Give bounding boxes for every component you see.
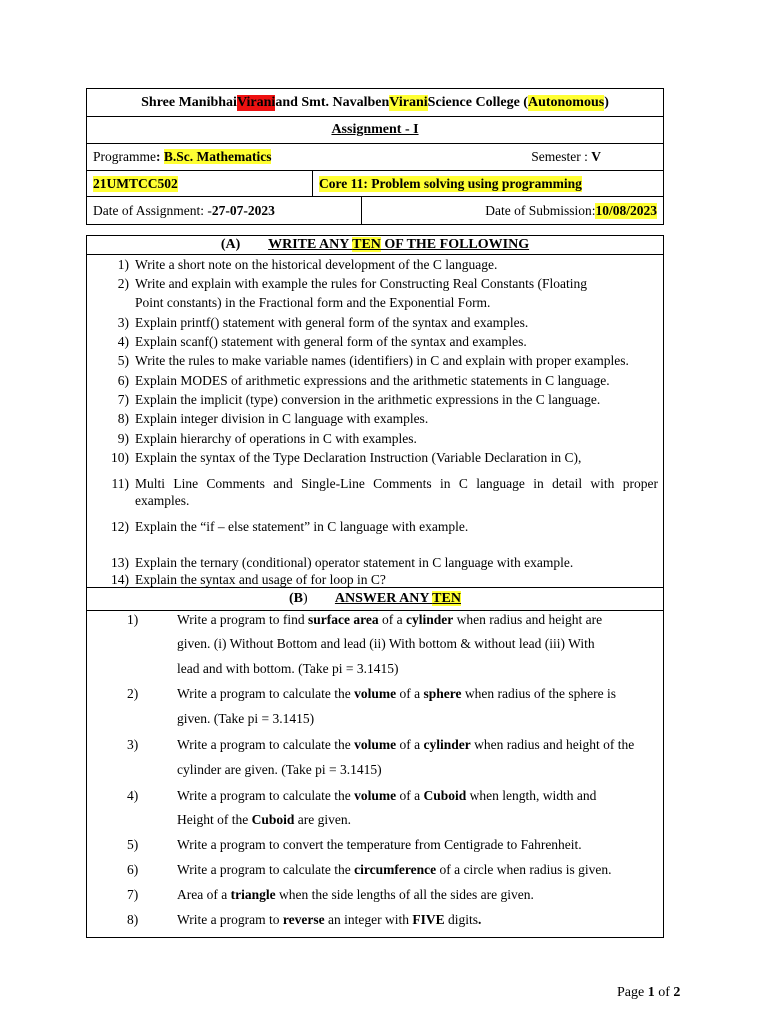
b-q2-text: Write a program to calculate the <box>177 686 355 701</box>
section-b-prefix-close: ) <box>303 591 308 606</box>
a-question-text: Multi Line Comments and Single-Line Comments in C language in detail with proper <box>135 476 658 491</box>
a-question-number: 9) <box>117 431 129 446</box>
a-question-number: 13) <box>111 555 129 570</box>
college-text-3: Science College ( <box>427 94 528 110</box>
a-question-number: 7) <box>117 392 129 407</box>
b-q1-text: Write a program to find <box>177 612 309 627</box>
college-autonomous: Autonomous <box>527 94 605 110</box>
a-question-text: Explain MODES of arithmetic expressions and the arithmetic statements in C language. <box>135 373 610 388</box>
page-number <box>617 985 680 1001</box>
b-q8-line1 <box>177 912 481 928</box>
b-q8-period: . <box>478 912 482 927</box>
section-b-heading-ten: TEN <box>432 591 461 606</box>
date-submission-label: Date of Submission: <box>485 202 596 218</box>
a-question-text: Write the rules to make variable names (identifiers) in C and explain with proper examples. <box>135 353 629 368</box>
b-q4-text: when length, width and <box>466 788 597 803</box>
b-q1-num: 1) <box>127 612 139 627</box>
a-question-number: 10) <box>111 450 129 465</box>
section-a-heading-2: OF THE FOLLOWING <box>380 237 530 252</box>
programme <box>93 149 271 165</box>
b-q2-line2: given. (Take pi = 3.1415) <box>177 711 315 726</box>
semester-value: V <box>591 149 601 164</box>
b-q7-num: 7) <box>127 887 139 902</box>
course-code: 21UMTCC502 <box>93 175 178 191</box>
b-q1-line2: given. (i) Without Bottom and lead (ii) With bottom & without lead (iii) With <box>177 636 595 651</box>
a-question-number: 6) <box>117 373 129 388</box>
a-question-number: 12) <box>111 519 129 534</box>
programme-label: Programme <box>93 149 156 164</box>
programme-value: B.Sc. Mathematics <box>163 149 272 164</box>
assignment-row <box>87 117 663 144</box>
semester-label: Semester : <box>531 149 592 164</box>
b-q2-bold-volume: volume <box>354 686 397 701</box>
a-question-text: Explain integer division in C language with examples. <box>135 411 429 426</box>
page-current: 1 <box>647 985 655 1000</box>
a-question-number: 4) <box>117 334 129 349</box>
b-q2-line1 <box>177 686 616 702</box>
b-q6-text: of a circle when radius is given. <box>436 862 612 877</box>
a-question-number: 3) <box>117 315 129 330</box>
a-question-number: 14) <box>111 572 129 587</box>
b-q7-text: Area of a <box>177 887 231 902</box>
b-q5-num: 5) <box>127 837 139 852</box>
b-q5-line1: Write a program to convert the temperature from Centigrade to Fahrenheit. <box>177 837 582 852</box>
b-q4-text: Height of the <box>177 812 252 827</box>
b-q1-bold-surface: surface area <box>308 612 379 627</box>
date-assignment-value: 27-07-2023 <box>211 202 275 218</box>
course-name-cell <box>313 171 663 196</box>
b-q2-text: of a <box>396 686 424 701</box>
a-question-number: 5) <box>117 353 129 368</box>
a-question-text: Explain the “if – else statement” in C language with example. <box>135 519 469 534</box>
b-q4-text: are given. <box>294 812 351 827</box>
a-question-text: Explain the syntax of the Type Declaration Instruction (Variable Declaration in C), <box>135 450 582 465</box>
b-q4-line2 <box>177 812 351 828</box>
b-q6-text: Write a program to calculate the <box>177 862 355 877</box>
section-a-heading-ten: TEN <box>352 237 381 252</box>
b-q1-line1 <box>177 612 602 628</box>
b-q4-line1 <box>177 788 596 804</box>
b-q1-line3: lead and with bottom. (Take pi = 3.1415) <box>177 661 399 676</box>
b-q8-num: 8) <box>127 912 139 927</box>
a-question-text: examples. <box>135 493 190 508</box>
college-row <box>87 89 663 117</box>
b-q8-bold-reverse: reverse <box>282 912 325 927</box>
a-question-text: Point constants) in the Fractional form and the Exponential Form. <box>135 295 491 310</box>
a-question-text: Write a short note on the historical development of the C language. <box>135 257 498 272</box>
a-question-text: Explain the implicit (type) conversion in the arithmetic expressions in the C language. <box>135 392 601 407</box>
page-of: of <box>654 985 674 1000</box>
date-assignment-label: Date of Assignment: - <box>93 202 212 218</box>
section-a-heading-1: WRITE ANY <box>268 237 353 252</box>
b-q3-text: when radius and height of the <box>470 737 635 752</box>
section-b-heading <box>335 591 461 606</box>
b-q3-bold-cylinder: cylinder <box>423 737 471 752</box>
a-question-text: Explain hierarchy of operations in C with examples. <box>135 431 417 446</box>
programme-row <box>87 144 663 171</box>
a-question-text: Explain the syntax and usage of for loop in C? <box>135 572 386 587</box>
b-q3-num: 3) <box>127 737 139 752</box>
a-question-text: Explain printf() statement with general form of the syntax and examples. <box>135 315 529 330</box>
section-b-title <box>87 588 663 611</box>
programme-cell <box>87 144 663 170</box>
b-q7-line1 <box>177 887 534 903</box>
b-q3-text: of a <box>396 737 424 752</box>
b-q2-bold-sphere: sphere <box>423 686 462 701</box>
b-q3-line2: cylinder are given. (Take pi = 3.1415) <box>177 762 382 777</box>
b-q7-text: when the side lengths of all the sides are given. <box>275 887 534 902</box>
college-virani-1: Virani <box>236 94 276 110</box>
b-q8-bold-five: FIVE <box>412 912 445 927</box>
b-q1-text: when radius and height are <box>453 612 603 627</box>
college-text-1: Shree Manibhai <box>141 94 237 110</box>
college-text-2: and Smt. Navalben <box>275 94 390 110</box>
a-question-text: Explain the ternary (conditional) operator statement in C language with example. <box>135 555 574 570</box>
a-question-text: Explain scanf() statement with general form of the syntax and examples. <box>135 334 527 349</box>
section-a-prefix: (A) <box>220 237 241 252</box>
assignment-title: Assignment - I <box>331 122 419 137</box>
semester <box>531 149 601 165</box>
b-q2-num: 2) <box>127 686 139 701</box>
b-q6-line1 <box>177 862 612 878</box>
page-total: 2 <box>673 985 681 1000</box>
course-code-cell <box>87 171 313 196</box>
b-q1-bold-cylinder: cylinder <box>406 612 454 627</box>
a-question-number: 2) <box>117 276 129 291</box>
b-q8-text: an integer with <box>324 912 413 927</box>
b-q6-bold-circumference: circumference <box>354 862 437 877</box>
section-b-prefix: (B <box>289 591 304 606</box>
programme-colon: : <box>156 149 164 164</box>
b-q8-text: Write a program to <box>177 912 283 927</box>
assignment-title-cell <box>87 117 663 143</box>
b-q4-text: Write a program to calculate the <box>177 788 355 803</box>
page-label: Page <box>617 985 648 1000</box>
b-q4-num: 4) <box>127 788 139 803</box>
date-assignment-cell <box>87 197 362 224</box>
college-text-4: ) <box>604 94 609 110</box>
section-b-heading-1: ANSWER ANY <box>334 591 433 606</box>
section-a-heading <box>268 237 529 252</box>
college-virani-2: Virani <box>389 94 428 110</box>
b-q4-bold-cuboid: Cuboid <box>251 812 295 827</box>
section-a-title <box>87 236 663 255</box>
header-table <box>86 88 664 225</box>
course-name: Core 11: Problem solving using programming <box>319 175 582 191</box>
date-submission-value: 10/08/2023 <box>595 202 657 218</box>
dates-row <box>87 197 663 224</box>
b-q3-line1 <box>177 737 634 753</box>
a-question-number: 11) <box>111 476 129 491</box>
b-q2-text: when radius of the sphere is <box>461 686 616 701</box>
b-q7-bold-triangle: triangle <box>230 887 276 902</box>
b-q4-bold-cuboid: Cuboid <box>423 788 467 803</box>
b-q3-bold-volume: volume <box>354 737 397 752</box>
b-q6-num: 6) <box>127 862 139 877</box>
college-name <box>87 89 663 116</box>
a-question-number: 8) <box>117 411 129 426</box>
b-q4-text: of a <box>396 788 424 803</box>
course-row <box>87 171 663 197</box>
date-submission-cell <box>362 197 663 224</box>
b-q8-text: digits <box>444 912 479 927</box>
b-q1-text: of a <box>378 612 407 627</box>
a-question-text: Write and explain with example the rules for Constructing Real Constants (Floating <box>135 276 587 291</box>
a-question-number: 1) <box>117 257 129 272</box>
b-q3-text: Write a program to calculate the <box>177 737 355 752</box>
b-q4-bold-volume: volume <box>354 788 397 803</box>
